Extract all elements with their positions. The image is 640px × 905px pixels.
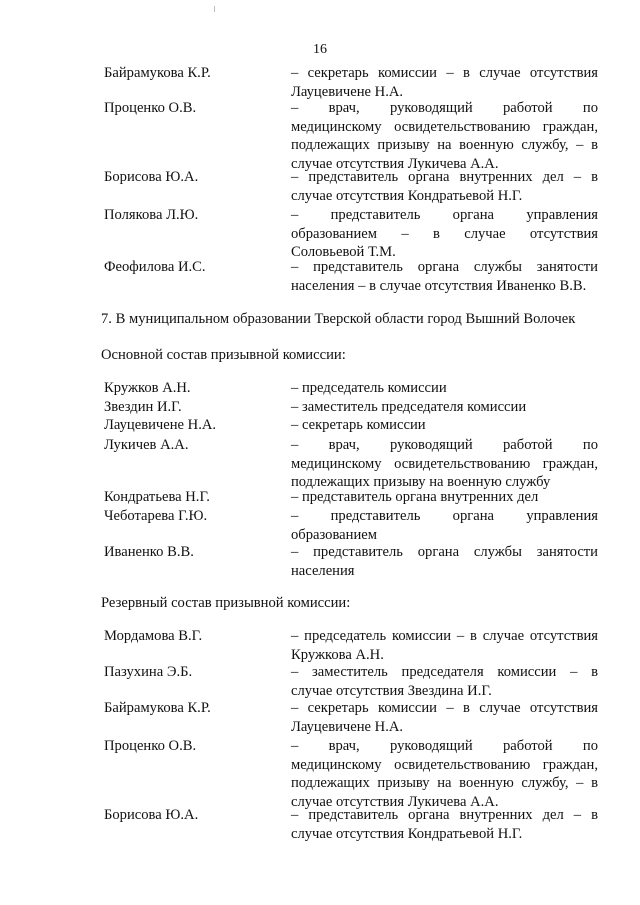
- member-role: [291, 507, 598, 544]
- member-role: [291, 488, 598, 507]
- member-name: Феофилова И.С.: [104, 259, 206, 275]
- member-name: Лауцевичене Н.А.: [104, 417, 217, 433]
- member-role: [291, 206, 598, 262]
- role-line: – председатель комиссии – в случае отсутствия: [291, 628, 598, 644]
- member-name: Борисова Ю.А.: [104, 807, 199, 823]
- member-name: Звездин И.Г.: [104, 399, 182, 415]
- role-line: медицинскому освидетельствованию граждан,: [291, 118, 598, 135]
- member-role: [291, 806, 598, 843]
- role-line: Лауцевичене Н.А.: [291, 83, 404, 100]
- member-name: Байрамукова К.Р.: [104, 65, 211, 81]
- role-line: – представитель органа управления: [291, 207, 598, 223]
- scan-speck: [214, 6, 215, 12]
- role-line: населения: [291, 562, 355, 579]
- page-number: 16: [313, 42, 327, 57]
- section7-title: 7. В муниципальном образовании Тверской области город Вышний Волочек: [101, 311, 576, 327]
- role-line: случае отсутствия Лукичева А.А.: [291, 155, 499, 172]
- role-line: – секретарь комиссии – в случае отсутствия: [291, 65, 598, 81]
- role-line: подлежащих призыву на военную службу, – в: [291, 137, 598, 153]
- role-line: подлежащих призыву на военную службу: [291, 474, 551, 490]
- member-row: [104, 258, 598, 295]
- member-name: Байрамукова К.Р.: [104, 700, 211, 716]
- role-line: образованием: [291, 526, 377, 543]
- role-line: Кружкова А.Н.: [291, 646, 384, 663]
- member-role: [291, 737, 598, 811]
- role-line: случае отсутствия Кондратьевой Н.Г.: [291, 187, 523, 204]
- member-role: [291, 416, 598, 435]
- member-row: [104, 488, 598, 507]
- member-role: [291, 398, 598, 417]
- role-line: – секретарь комиссии – в случае отсутствия: [291, 700, 598, 716]
- role-line: Соловьевой Т.М.: [291, 244, 396, 260]
- member-row: [104, 379, 598, 398]
- member-name: Лукичев А.А.: [104, 437, 189, 453]
- member-row: [104, 627, 598, 664]
- member-name: Кондратьева Н.Г.: [104, 489, 210, 505]
- member-name: Чеботарева Г.Ю.: [104, 508, 208, 524]
- member-row: [104, 416, 598, 435]
- role-line: – представитель органа внутренних дел – в: [291, 807, 598, 823]
- role-line: – представитель органа службы занятости: [291, 544, 598, 560]
- role-line: – секретарь комиссии: [291, 417, 426, 433]
- role-line: населения – в случае отсутствия Иваненко В.В.: [291, 277, 587, 294]
- role-line: образованием – в случае отсутствия: [291, 225, 598, 242]
- member-role: [291, 627, 598, 664]
- member-row: [104, 206, 598, 262]
- member-role: [291, 543, 598, 580]
- role-line: – врач, руководящий работой по: [291, 437, 598, 453]
- member-row: [104, 64, 598, 101]
- member-role: [291, 168, 598, 205]
- role-line: – заместитель председателя комиссии: [291, 399, 527, 415]
- member-role: [291, 99, 598, 173]
- reserve-composition-heading: Резервный состав призывной комиссии:: [101, 595, 351, 611]
- role-line: – представитель органа внутренних дел – в: [291, 169, 598, 185]
- member-name: Борисова Ю.А.: [104, 169, 199, 185]
- member-name: Пазухина Э.Б.: [104, 664, 193, 680]
- role-line: – врач, руководящий работой по: [291, 738, 598, 754]
- member-row: [104, 99, 598, 173]
- role-line: – представитель органа службы занятости: [291, 259, 598, 275]
- role-line: случае отсутствия Звездина И.Г.: [291, 682, 492, 699]
- role-line: случае отсутствия Лукичева А.А.: [291, 793, 499, 810]
- role-line: – врач, руководящий работой по: [291, 100, 598, 116]
- member-name: Полякова Л.Ю.: [104, 207, 199, 223]
- member-row: [104, 507, 598, 544]
- role-line: случае отсутствия Кондратьевой Н.Г.: [291, 825, 523, 842]
- role-line: подлежащих призыву на военную службу, – в: [291, 775, 598, 791]
- role-line: – заместитель председателя комиссии – в: [291, 664, 598, 680]
- role-line: – представитель органа управления: [291, 508, 598, 524]
- member-name: Проценко О.В.: [104, 100, 197, 116]
- member-row: [104, 806, 598, 843]
- member-row: [104, 737, 598, 811]
- member-row: [104, 168, 598, 205]
- role-line: медицинскому освидетельствованию граждан,: [291, 455, 598, 472]
- member-row: [104, 663, 598, 700]
- member-row: [104, 699, 598, 736]
- role-line: – представитель органа внутренних дел: [291, 489, 539, 505]
- member-role: [291, 663, 598, 700]
- member-name: Иваненко В.В.: [104, 544, 194, 560]
- member-row: [104, 543, 598, 580]
- member-role: [291, 258, 598, 295]
- role-line: медицинскому освидетельствованию граждан,: [291, 756, 598, 773]
- role-line: – председатель комиссии: [291, 380, 447, 396]
- member-name: Мордамова В.Г.: [104, 628, 203, 644]
- main-composition-heading: Основной состав призывной комиссии:: [101, 347, 346, 363]
- member-row: [104, 436, 598, 492]
- member-row: [104, 398, 598, 417]
- member-role: [291, 64, 598, 101]
- member-name: Кружков А.Н.: [104, 380, 191, 396]
- member-role: [291, 436, 598, 492]
- member-name: Проценко О.В.: [104, 738, 197, 754]
- member-role: [291, 699, 598, 736]
- member-role: [291, 379, 598, 398]
- role-line: Лауцевичене Н.А.: [291, 718, 404, 735]
